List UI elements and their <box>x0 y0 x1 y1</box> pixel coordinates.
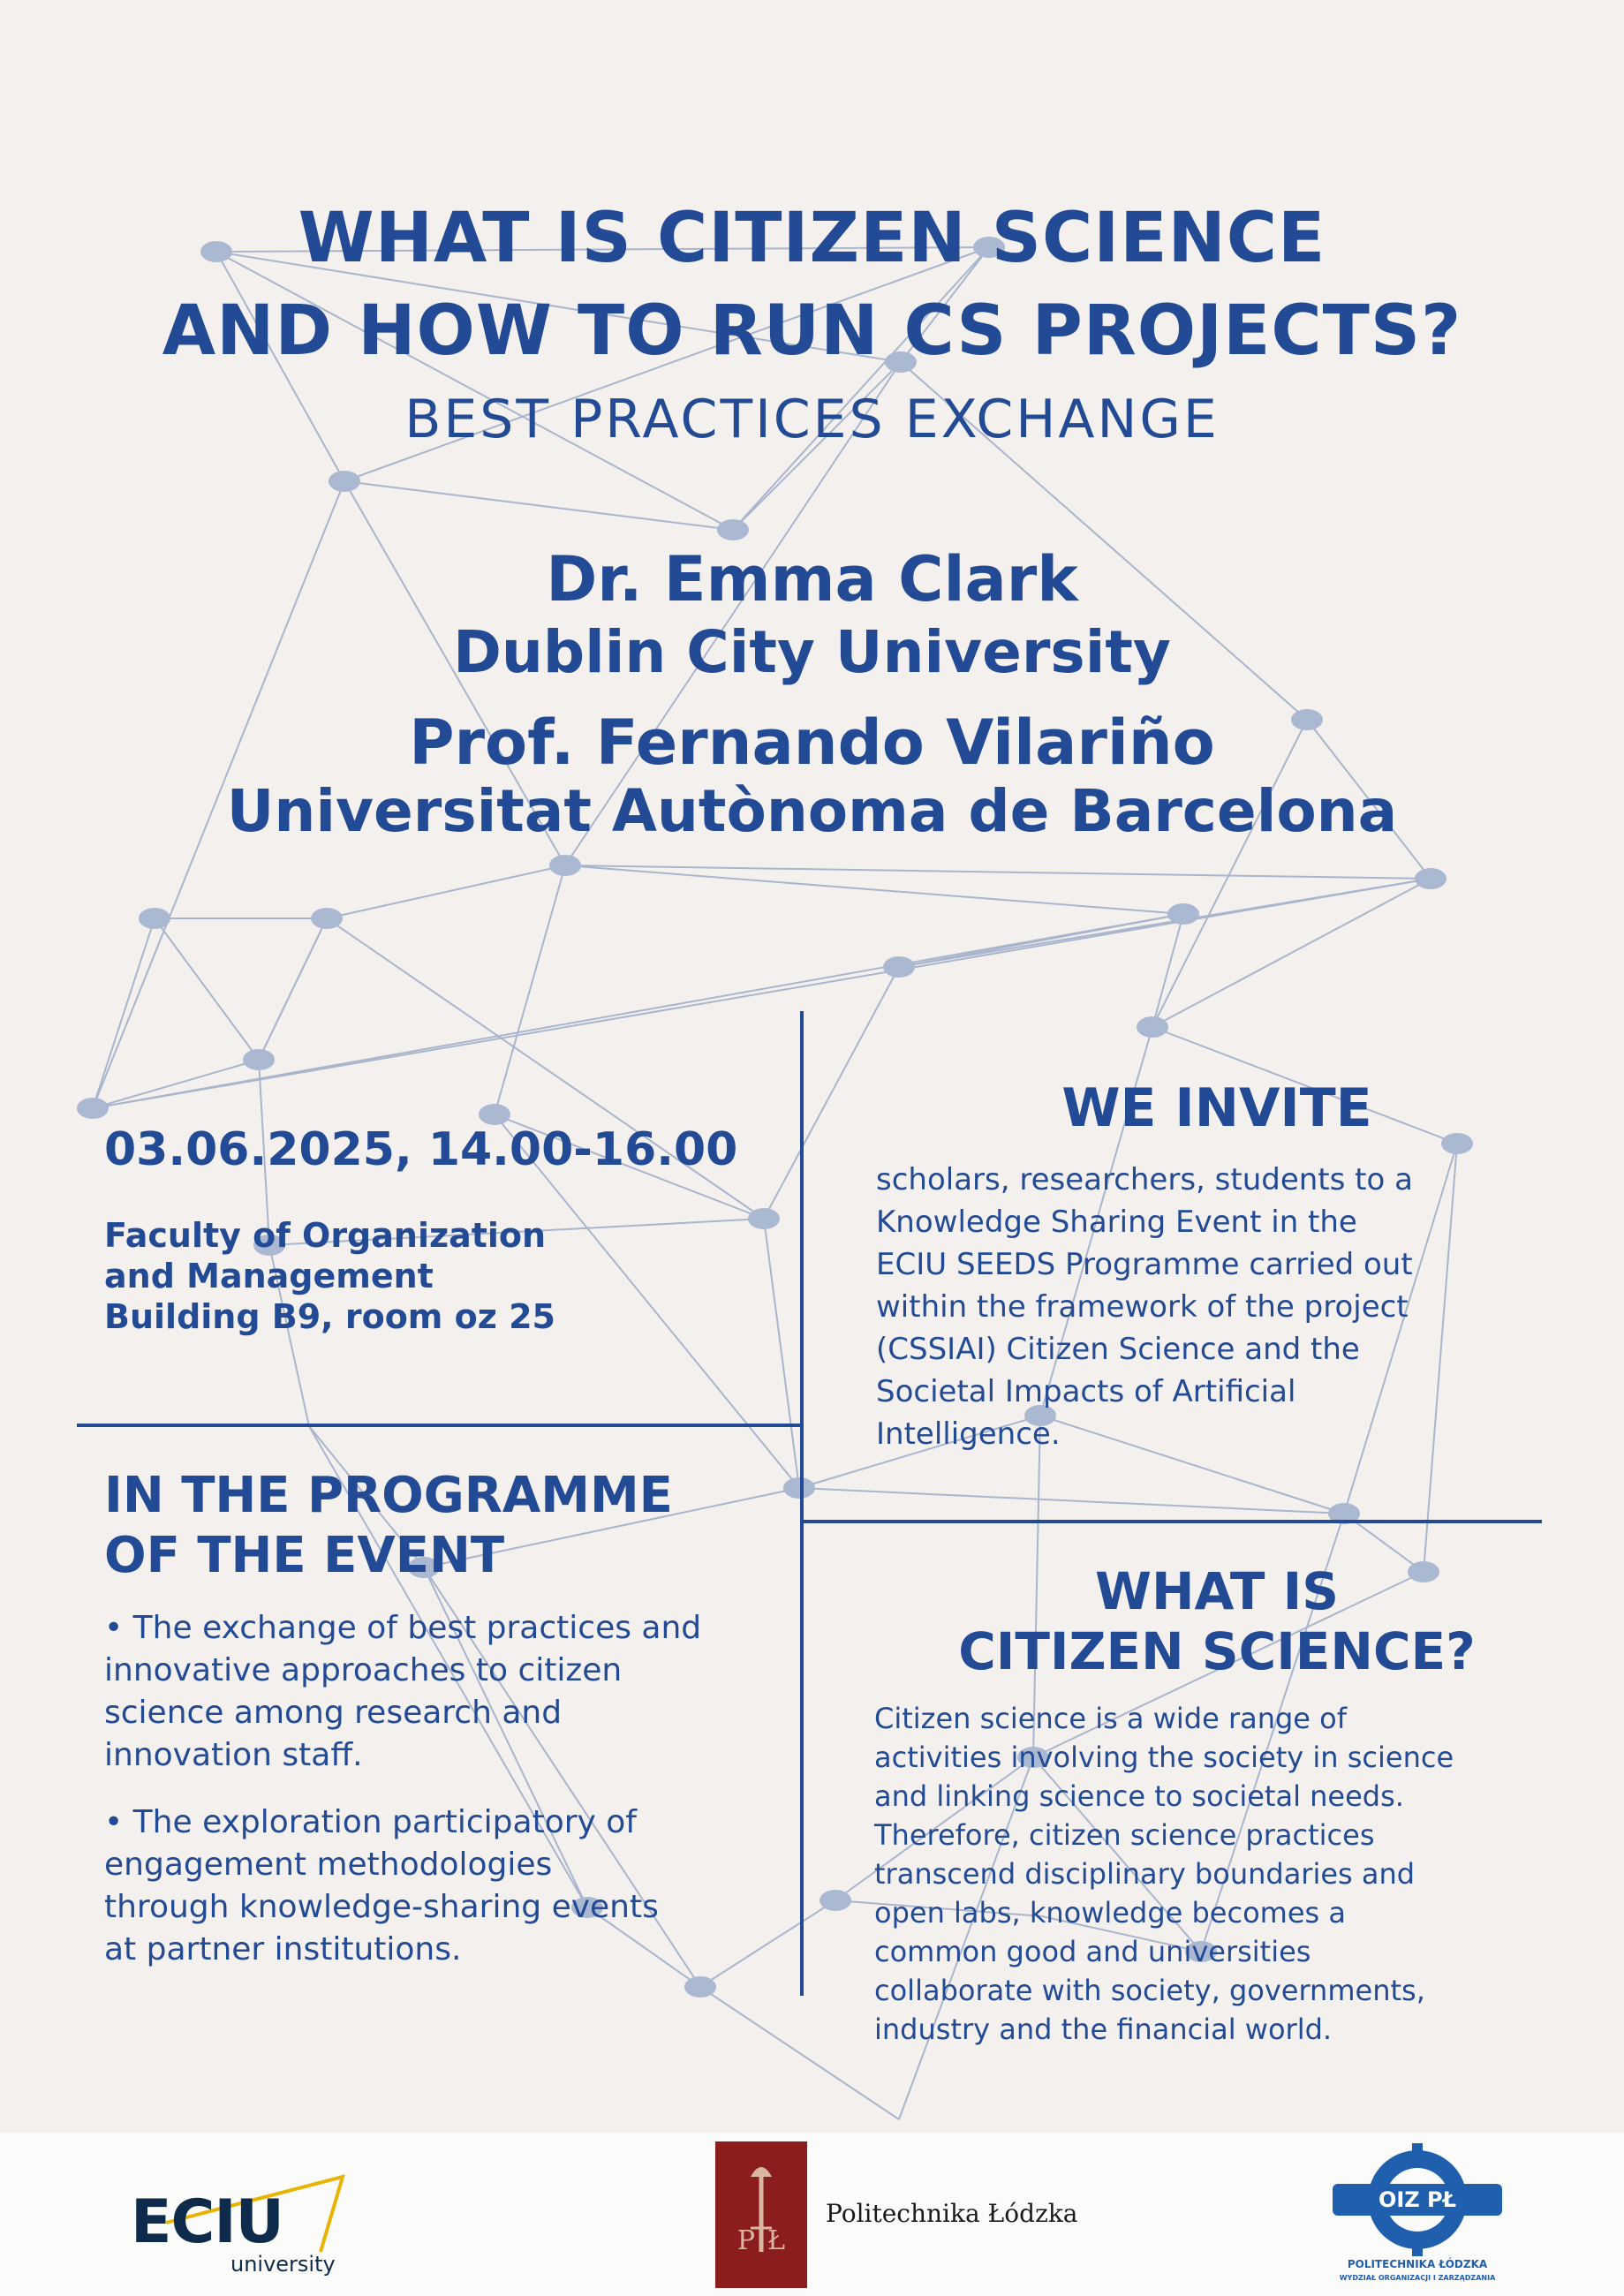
invite-line: Societal Impacts of Artificial <box>876 1374 1296 1409</box>
programme-heading-line: IN THE PROGRAMME <box>104 1467 673 1524</box>
network-line <box>327 865 565 918</box>
network-node <box>717 519 749 540</box>
network-node <box>139 908 170 929</box>
network-line <box>700 1987 899 2119</box>
speaker-2-affiliation: Universitat Autònoma de Barcelona <box>226 777 1398 845</box>
network-node <box>883 956 915 978</box>
network-node <box>479 1104 510 1125</box>
invite-line: scholars, researchers, students to a <box>876 1162 1413 1197</box>
invite-line: ECIU SEEDS Programme carried out <box>876 1247 1413 1282</box>
event-venue <box>104 1215 555 1337</box>
network-line <box>344 481 733 530</box>
network-node <box>748 1208 780 1229</box>
oiz-line-1: POLITECHNIKA ŁÓDZKA <box>1347 2258 1488 2270</box>
speaker-2-name: Prof. Fernando Vilariño <box>409 706 1215 779</box>
invite-line: (CSSIAI) Citizen Science and the <box>876 1332 1360 1367</box>
event-datetime: 03.06.2025, 14.00-16.00 <box>104 1123 738 1176</box>
eciu-wordmark: ECIU <box>131 2187 283 2257</box>
network-node <box>684 1976 716 1998</box>
bullet-line: innovative approaches to citizen <box>104 1652 623 1688</box>
cs-line: industry and the financial world. <box>874 2013 1333 2046</box>
network-node <box>1415 868 1446 889</box>
pl-logo-letters: PŁ <box>736 2225 798 2256</box>
cs-line: transcend disciplinary boundaries and <box>874 1857 1416 1891</box>
cs-line: and linking science to societal needs. <box>874 1779 1404 1813</box>
invite-line: within the framework of the project <box>876 1289 1409 1325</box>
bullet-line: innovation staff. <box>104 1737 363 1773</box>
network-line <box>93 879 1431 1108</box>
cs-heading-line: CITIZEN SCIENCE? <box>958 1621 1476 1681</box>
venue-line: and Management <box>104 1257 434 1295</box>
vertical-divider <box>800 1011 804 1996</box>
network-node <box>1137 1016 1168 1038</box>
network-node <box>243 1049 275 1070</box>
programme-heading <box>104 1466 673 1586</box>
cs-line: Therefore, citizen science practices <box>874 1818 1375 1852</box>
cs-line: common good and universities <box>874 1935 1311 1968</box>
venue-line: Faculty of Organization <box>104 1216 547 1255</box>
oiz-badge-text: OIZ PŁ <box>1378 2187 1457 2212</box>
right-horizontal-divider <box>802 1520 1542 1523</box>
cs-line: activities involving the society in science <box>874 1741 1454 1774</box>
pl-name: Politechnika Łódzka <box>826 2199 1078 2228</box>
network-line <box>799 1488 1344 1514</box>
bullet-line: • The exchange of best practices and <box>104 1610 702 1646</box>
cs-line: open labs, knowledge becomes a <box>874 1896 1346 1930</box>
network-line <box>93 918 155 1108</box>
cs-heading <box>802 1561 1624 1681</box>
network-line <box>495 865 565 1114</box>
bullet-line: engagement methodologies <box>104 1847 553 1883</box>
title-line-2: AND HOW TO RUN CS PROJECTS? <box>162 291 1462 371</box>
bullet-line: through knowledge-sharing events <box>104 1889 659 1925</box>
programme-bullet-2 <box>104 1801 775 1971</box>
oiz-logo <box>1320 2141 1514 2292</box>
programme-bullet-1 <box>104 1607 775 1777</box>
bullet-line: at partner institutions. <box>104 1931 462 1967</box>
bullet-line: science among research and <box>104 1695 563 1731</box>
invite-line: Knowledge Sharing Event in the <box>876 1205 1357 1240</box>
network-node <box>329 471 360 492</box>
footer <box>0 2133 1624 2296</box>
speaker-1-affiliation: Dublin City University <box>453 618 1171 686</box>
network-node <box>1167 903 1199 925</box>
eciu-logo <box>131 2168 360 2277</box>
pl-logo <box>715 2141 807 2288</box>
cs-line: collaborate with society, governments, <box>874 1974 1425 2007</box>
cs-text <box>874 1699 1519 2049</box>
network-line <box>764 1219 799 1488</box>
cs-heading-line: WHAT IS <box>1094 1561 1339 1621</box>
left-horizontal-divider <box>77 1424 801 1427</box>
network-line <box>259 918 327 1060</box>
network-node <box>820 1890 851 1911</box>
oiz-line-2: WYDZIAŁ ORGANIZACJI I ZARZĄDZANIA <box>1339 2274 1496 2282</box>
invite-text <box>876 1159 1514 1455</box>
cs-line: Citizen science is a wide range of <box>874 1702 1347 1735</box>
speaker-1-name: Dr. Emma Clark <box>546 543 1078 616</box>
title-line-1: WHAT IS CITIZEN SCIENCE <box>298 199 1326 278</box>
network-line <box>1152 914 1183 1027</box>
network-node <box>77 1098 109 1119</box>
subtitle: BEST PRACTICES EXCHANGE <box>404 389 1220 450</box>
network-line <box>155 918 259 1060</box>
programme-heading-line: OF THE EVENT <box>104 1527 505 1584</box>
network-node <box>549 855 581 876</box>
network-node <box>783 1477 815 1499</box>
invite-line: Intelligence. <box>876 1416 1061 1452</box>
network-node <box>311 908 343 929</box>
we-invite-heading: WE INVITE <box>1061 1077 1372 1139</box>
network-line <box>565 865 1431 879</box>
bullet-line: • The exploration participatory of <box>104 1804 637 1840</box>
pl-torch-icon <box>715 2141 807 2288</box>
venue-line: Building B9, room oz 25 <box>104 1297 555 1336</box>
eciu-sub: university <box>230 2252 336 2277</box>
